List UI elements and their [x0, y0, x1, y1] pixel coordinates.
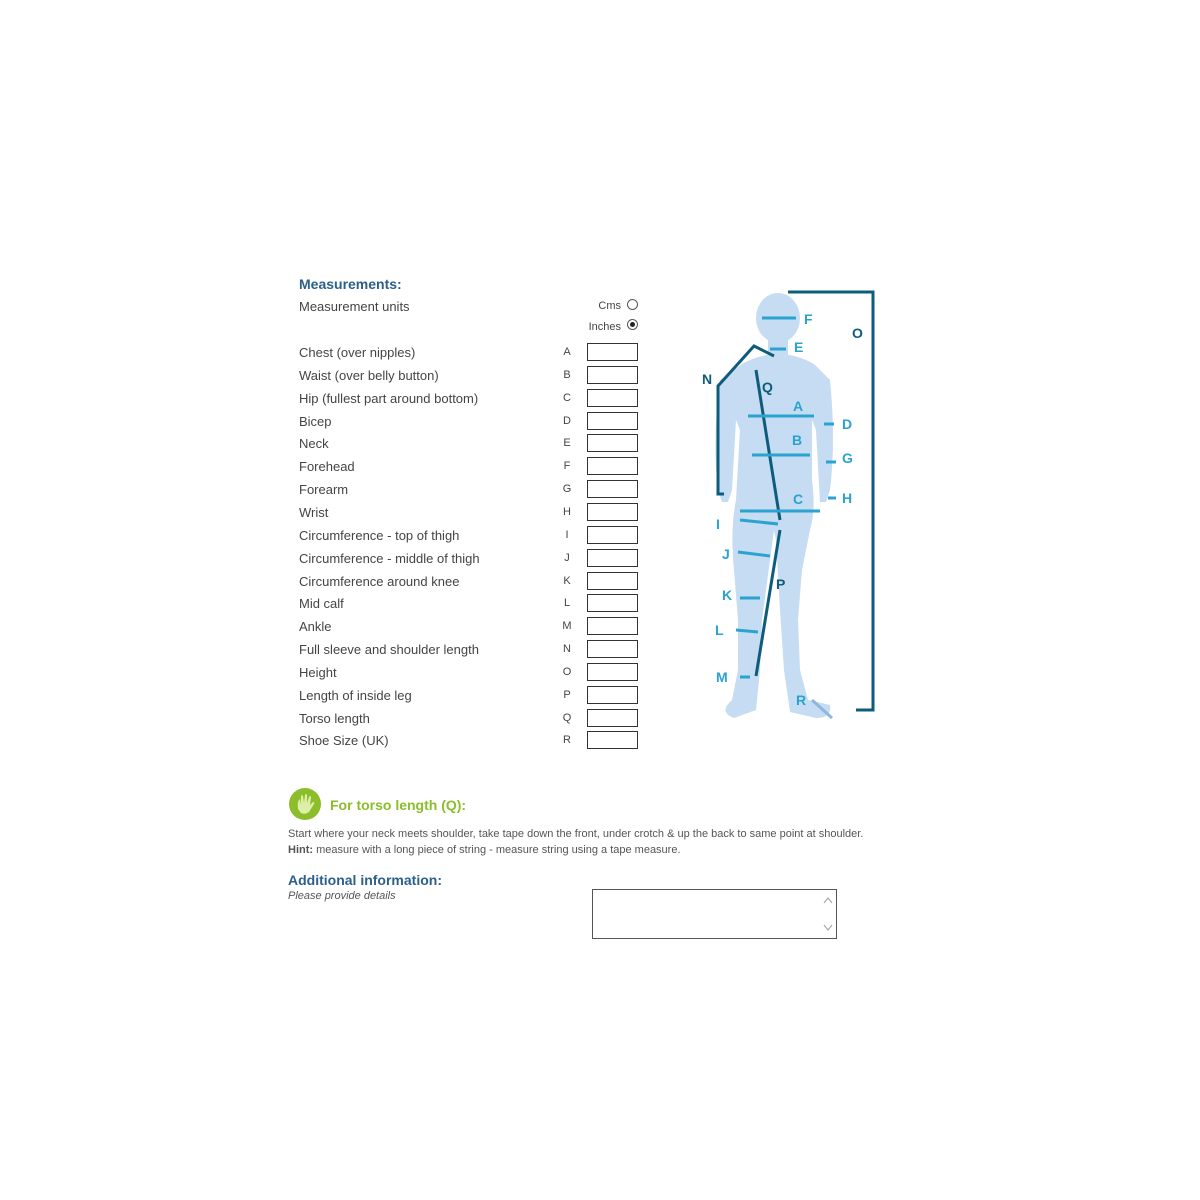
- measurement-label: Full sleeve and shoulder length: [299, 642, 479, 657]
- measurement-code: H: [563, 506, 571, 518]
- measurement-label: Forehead: [299, 459, 355, 474]
- unit-inches-radio[interactable]: [627, 319, 638, 330]
- additional-title: Additional information:: [288, 872, 442, 888]
- measurement-label: Circumference - middle of thigh: [299, 551, 480, 566]
- additional-hint: Please provide details: [288, 890, 396, 902]
- label-b: B: [792, 432, 803, 448]
- additional-info-textarea[interactable]: [592, 889, 837, 939]
- unit-cms-label: Cms: [598, 300, 621, 312]
- measurement-label: Circumference - top of thigh: [299, 528, 460, 543]
- measurement-code: K: [563, 575, 571, 587]
- measurement-code: Q: [562, 712, 572, 724]
- unit-cms-radio[interactable]: [627, 299, 638, 310]
- label-r: R: [796, 692, 807, 708]
- label-k: K: [722, 587, 733, 603]
- tip-title: For torso length (Q):: [330, 797, 467, 813]
- scroll-down-icon: [824, 925, 832, 930]
- measurement-label: Waist (over belly button): [299, 368, 439, 383]
- measurement-label: Length of inside leg: [299, 688, 412, 703]
- measurement-code: N: [563, 643, 571, 655]
- label-p: P: [776, 576, 786, 592]
- measurement-code: R: [563, 734, 571, 746]
- unit-inches-label: Inches: [588, 321, 621, 333]
- measurement-code: I: [565, 529, 569, 541]
- label-o: O: [852, 325, 863, 341]
- measurement-code: E: [563, 437, 571, 449]
- measurement-code: G: [562, 483, 572, 495]
- measurement-label: Wrist: [299, 505, 329, 520]
- measurement-label: Mid calf: [299, 596, 344, 611]
- measurement-label: Chest (over nipples): [299, 345, 416, 360]
- label-i: I: [716, 516, 720, 532]
- hand-icon: [288, 787, 322, 821]
- measurement-label: Circumference around knee: [299, 574, 460, 589]
- tip-hint-text: measure with a long piece of string - measure string using a tape measure.: [313, 844, 681, 856]
- measurement-input[interactable]: [587, 549, 638, 567]
- measurements-title: Measurements:: [299, 276, 402, 292]
- body-silhouette: [715, 293, 833, 718]
- measurement-label: Shoe Size (UK): [299, 733, 389, 748]
- measurement-input[interactable]: [587, 686, 638, 704]
- calf-arrow: [736, 630, 758, 632]
- measurement-label: Neck: [299, 436, 329, 451]
- label-e: E: [794, 339, 804, 355]
- measurement-input[interactable]: [587, 412, 638, 430]
- measurement-code: B: [563, 369, 571, 381]
- label-q: Q: [762, 379, 773, 395]
- measurement-label: Forearm: [299, 482, 349, 497]
- label-g: G: [842, 450, 853, 466]
- measurement-code: A: [563, 346, 571, 358]
- measurement-code: C: [563, 392, 571, 404]
- body-measurement-diagram: [690, 280, 890, 730]
- label-f: F: [804, 311, 813, 327]
- label-l: L: [715, 622, 724, 638]
- label-j: J: [722, 546, 730, 562]
- label-n: N: [702, 371, 713, 387]
- scroll-up-icon: [824, 898, 832, 903]
- label-a: A: [793, 398, 804, 414]
- measurement-label: Ankle: [299, 619, 332, 634]
- measurement-input[interactable]: [587, 594, 638, 612]
- measurement-code: M: [562, 620, 572, 632]
- measurement-input[interactable]: [587, 389, 638, 407]
- measurement-input[interactable]: [587, 709, 638, 727]
- measurement-input[interactable]: [587, 731, 638, 749]
- measurement-code: D: [563, 415, 571, 427]
- textarea-scrollbar[interactable]: [820, 890, 836, 938]
- measurement-units-label: Measurement units: [299, 299, 410, 314]
- label-m: M: [716, 669, 728, 685]
- measurement-label: Torso length: [299, 711, 370, 726]
- measurement-input[interactable]: [587, 663, 638, 681]
- measurement-code: P: [563, 689, 571, 701]
- measurement-input[interactable]: [587, 343, 638, 361]
- measurement-input[interactable]: [587, 480, 638, 498]
- measurement-code: F: [563, 460, 571, 472]
- tip-hint-bold: Hint:: [288, 844, 314, 856]
- measurement-label: Hip (fullest part around bottom): [299, 391, 479, 406]
- measurement-code: L: [563, 597, 571, 609]
- measurement-code: J: [564, 552, 570, 564]
- measurement-input[interactable]: [587, 526, 638, 544]
- measurement-input[interactable]: [587, 640, 638, 658]
- measurement-input[interactable]: [587, 366, 638, 384]
- measurement-input[interactable]: [587, 503, 638, 521]
- label-h: H: [842, 490, 853, 506]
- measurement-label: Bicep: [299, 414, 332, 429]
- label-d: D: [842, 416, 853, 432]
- measurement-input[interactable]: [587, 617, 638, 635]
- measurement-input[interactable]: [587, 572, 638, 590]
- tip-hint: [288, 844, 681, 856]
- measurement-input[interactable]: [587, 434, 638, 452]
- label-c: C: [793, 491, 804, 507]
- measurement-code: O: [562, 666, 572, 678]
- measurement-label: Height: [299, 665, 337, 680]
- measurement-input[interactable]: [587, 457, 638, 475]
- tip-line-1: Start where your neck meets shoulder, take tape down the front, under crotch & up the back to same point at shoulder.: [288, 828, 864, 840]
